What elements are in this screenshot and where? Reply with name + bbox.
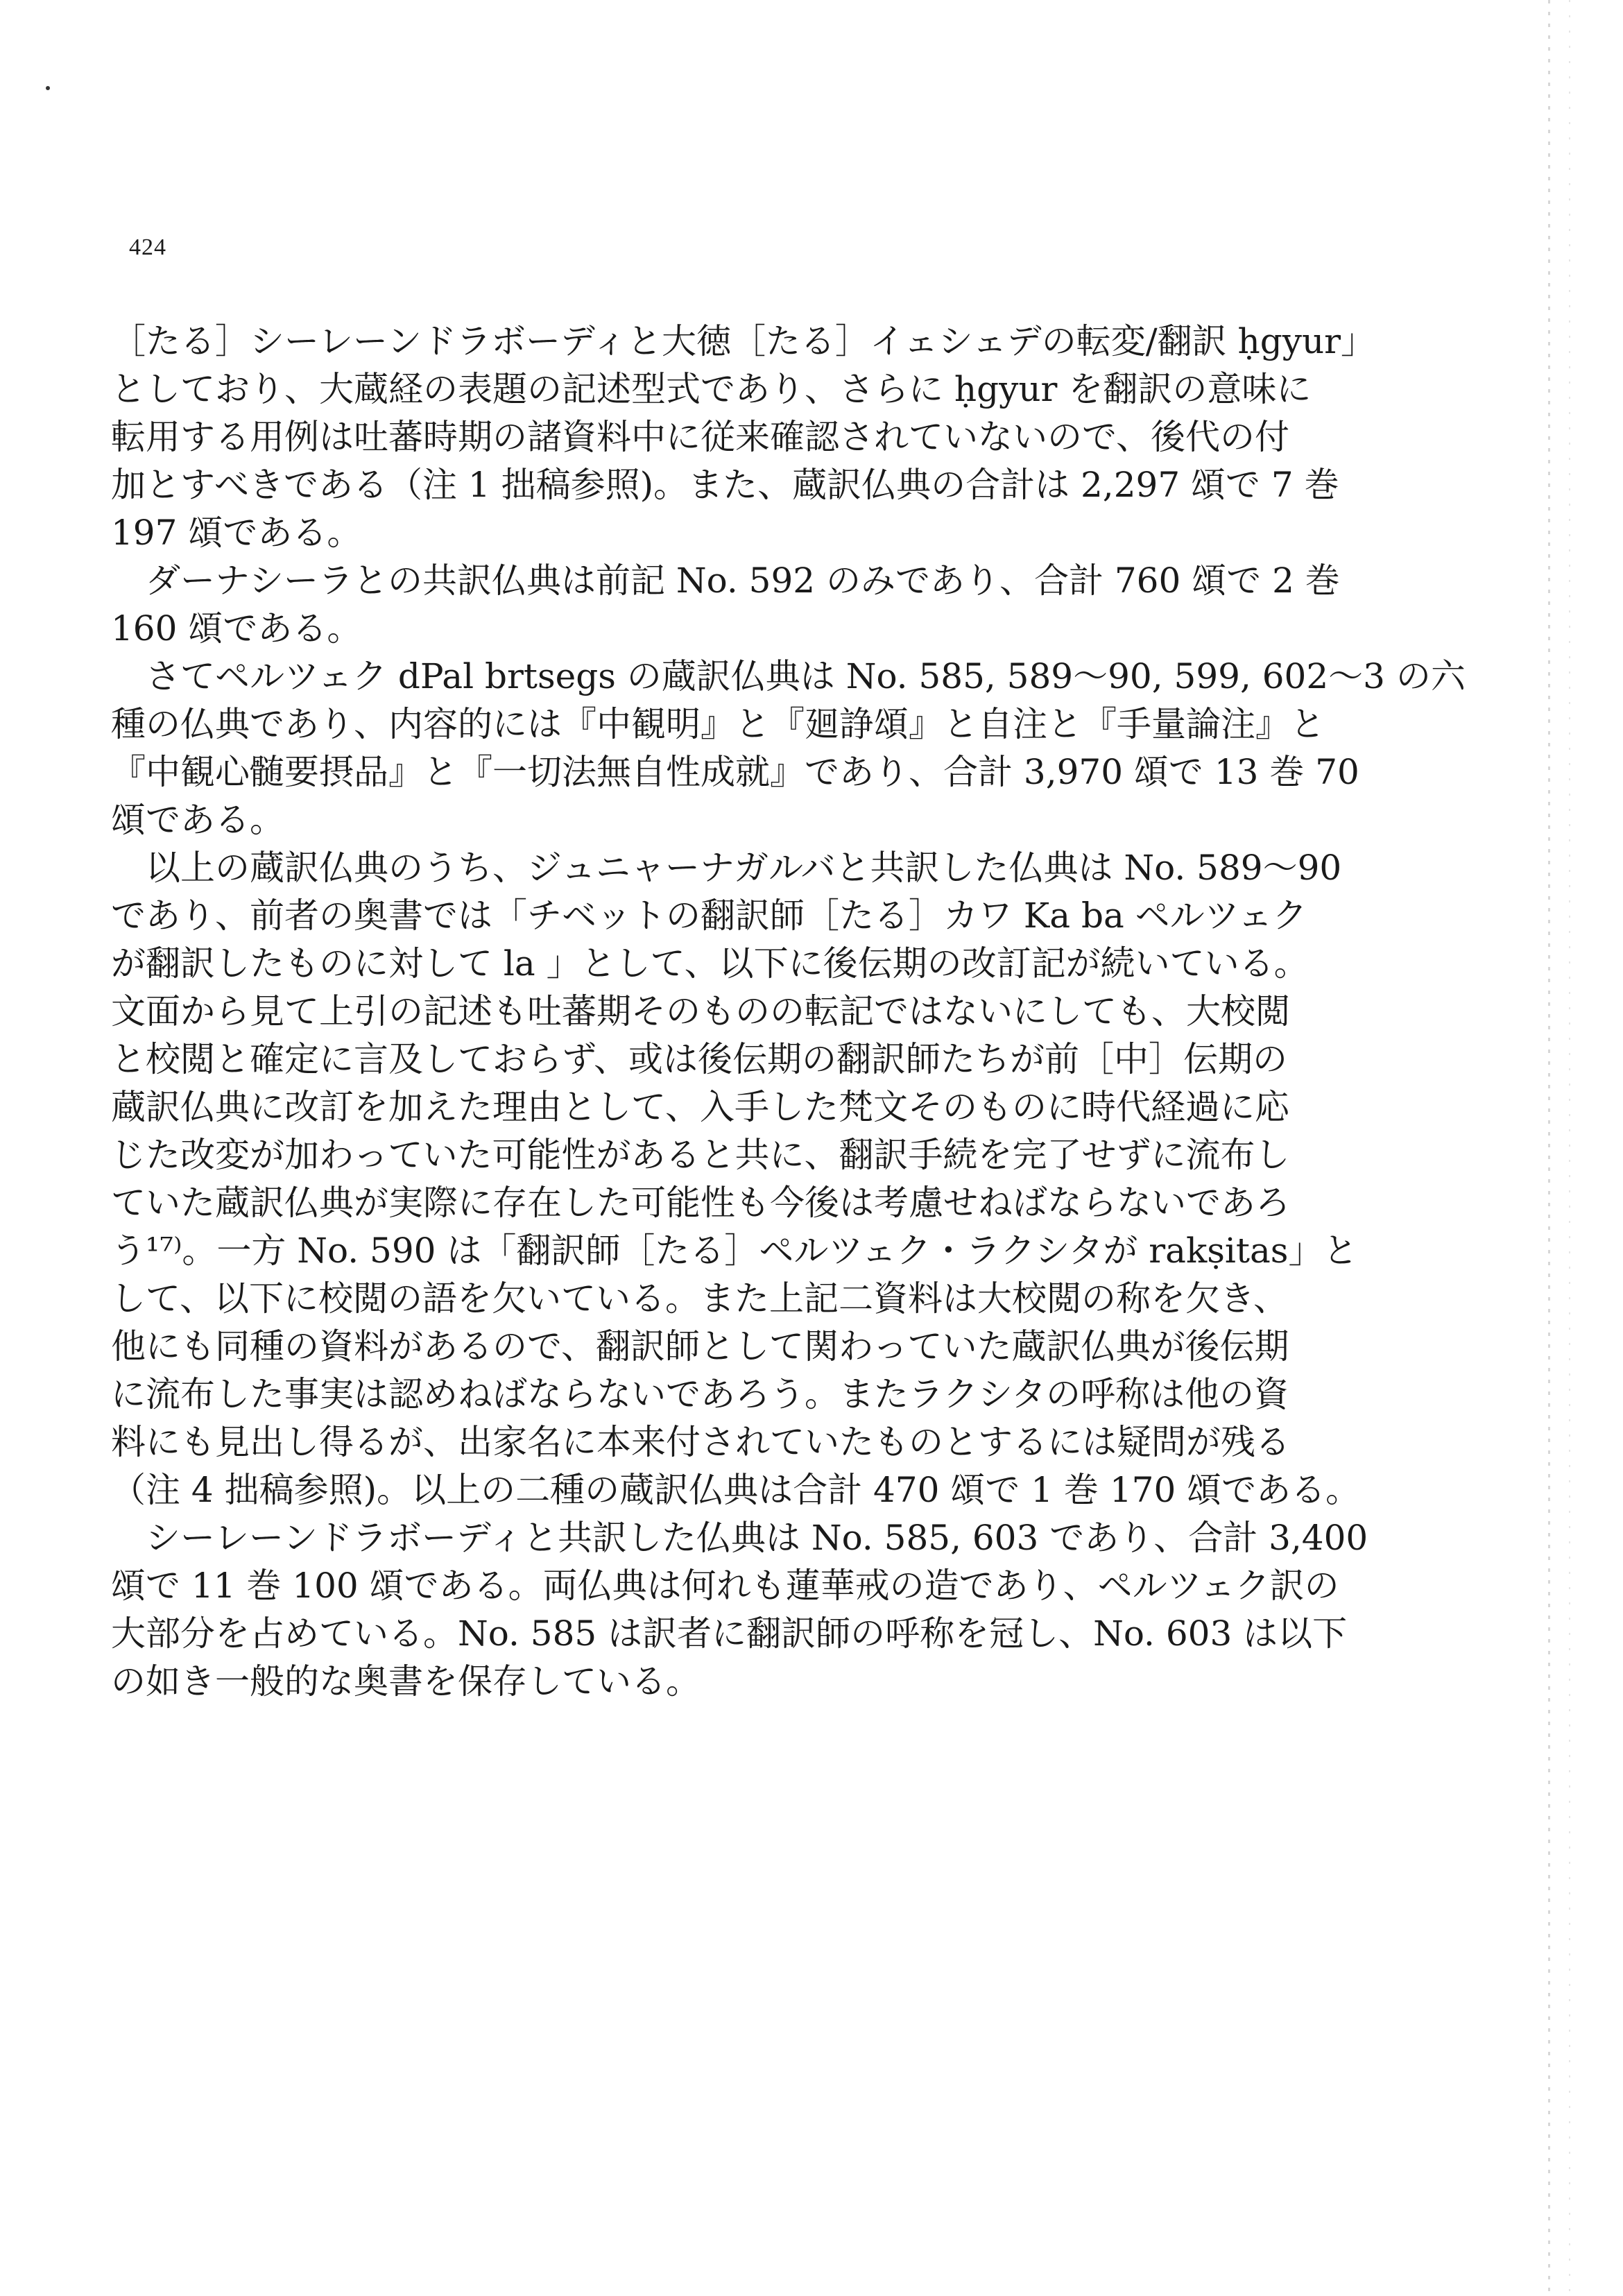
text-line: に流布した事実は認めねばならないであろう。またラクシタの呼称は他の資: [111, 1374, 1289, 1414]
text-line: 転用する用例は吐蕃時期の諸資料中に従来確認されていないので、後代の付: [111, 417, 1289, 457]
text-line: 加とすべきである（注 1 拙稿参照)。また、蔵訳仏典の合計は 2,297 頌で 7 巻: [111, 465, 1339, 505]
text-line: と校閲と確定に言及しておらず、或は後伝期の翻訳師たちが前［中］伝期の: [111, 1039, 1287, 1079]
text-line: 料にも見出し得るが、出家名に本来付されていたものとするには疑問が残る: [111, 1422, 1290, 1462]
text-line: （注 4 拙稿参照)。以上の二種の蔵訳仏典は合計 470 頌で 1 巻 170 頌である。: [111, 1470, 1361, 1510]
scan-edge-mark: [1548, 0, 1550, 2296]
scan-speck: [46, 86, 50, 90]
page-number: 424: [129, 234, 166, 260]
text-line: 197 頌である。: [111, 513, 362, 553]
text-line: 文面から見て上引の記述も吐蕃期そのものの転記ではないにしても、大校閲: [111, 991, 1290, 1031]
text-line: であり、前者の奥書では「チベットの翻訳師［たる］カワ Ka ba ペルツェク: [111, 896, 1307, 936]
text-line: 頌である。: [111, 800, 284, 840]
text-line: じた改変が加わっていた可能性があると共に、翻訳手続を完了せずに流布し: [111, 1135, 1290, 1175]
text-line: さてペルツェク dPal brtsegs の蔵訳仏典は No. 585, 589〜90, 599, 602〜3 の六: [111, 656, 1466, 696]
text-line: の如き一般的な奥書を保存している。: [111, 1661, 701, 1702]
body-text: [111, 318, 1466, 1706]
text-line: 頌で 11 巻 100 頌である。両仏典は何れも蓮華戒の造であり、ペルツェク訳の: [111, 1566, 1339, 1606]
text-line: が翻訳したものに対して la 」として、以下に後伝期の改訂記が続いている。: [111, 943, 1309, 984]
text-line: 他にも同種の資料があるので、翻訳師として関わっていた蔵訳仏典が後伝期: [111, 1326, 1289, 1367]
scan-edge-mark-secondary: [1569, 0, 1570, 2296]
text-line: 種の仏典であり、内容的には『中観明』と『廻諍頌』と自注と『手量論注』と: [111, 704, 1325, 744]
text-line: ていた蔵訳仏典が実際に存在した可能性も今後は考慮せねばならないであろ: [111, 1183, 1290, 1223]
text-line: 『中観心髄要摂品』と『一切法無自性成就』であり、合計 3,970 頌で 13 巻 70: [111, 752, 1359, 792]
text-line: 以上の蔵訳仏典のうち、ジュニャーナガルバと共訳した仏典は No. 589〜90: [111, 848, 1342, 888]
text-line: う¹⁷⁾。一方 No. 590 は「翻訳師［たる］ペルツェク・ラクシタが rakṣitas」と: [111, 1231, 1358, 1271]
text-line: 160 頌である。: [111, 608, 362, 649]
text-line: ダーナシーラとの共訳仏典は前記 No. 592 のみであり、合計 760 頌で 2 巻: [111, 560, 1340, 601]
text-line: 蔵訳仏典に改訂を加えた理由として、入手した梵文そのものに時代経過に応: [111, 1087, 1289, 1127]
text-line: シーレーンドラボーディと共訳した仏典は No. 585, 603 であり、合計 3,400: [111, 1518, 1368, 1558]
text-line: 大部分を占めている。No. 585 は訳者に翻訳師の呼称を冠し、No. 603 は以下: [111, 1613, 1348, 1654]
text-line: して、以下に校閲の語を欠いている。また上記二資料は大校閲の称を欠き、: [111, 1278, 1288, 1319]
text-line: ［たる］シーレーンドラボーディと大徳［たる］イェシェデの転変/翻訳 ḥgyur」: [111, 321, 1376, 361]
text-line: としており、大蔵経の表題の記述型式であり、さらに ḥgyur を翻訳の意味に: [111, 369, 1312, 409]
